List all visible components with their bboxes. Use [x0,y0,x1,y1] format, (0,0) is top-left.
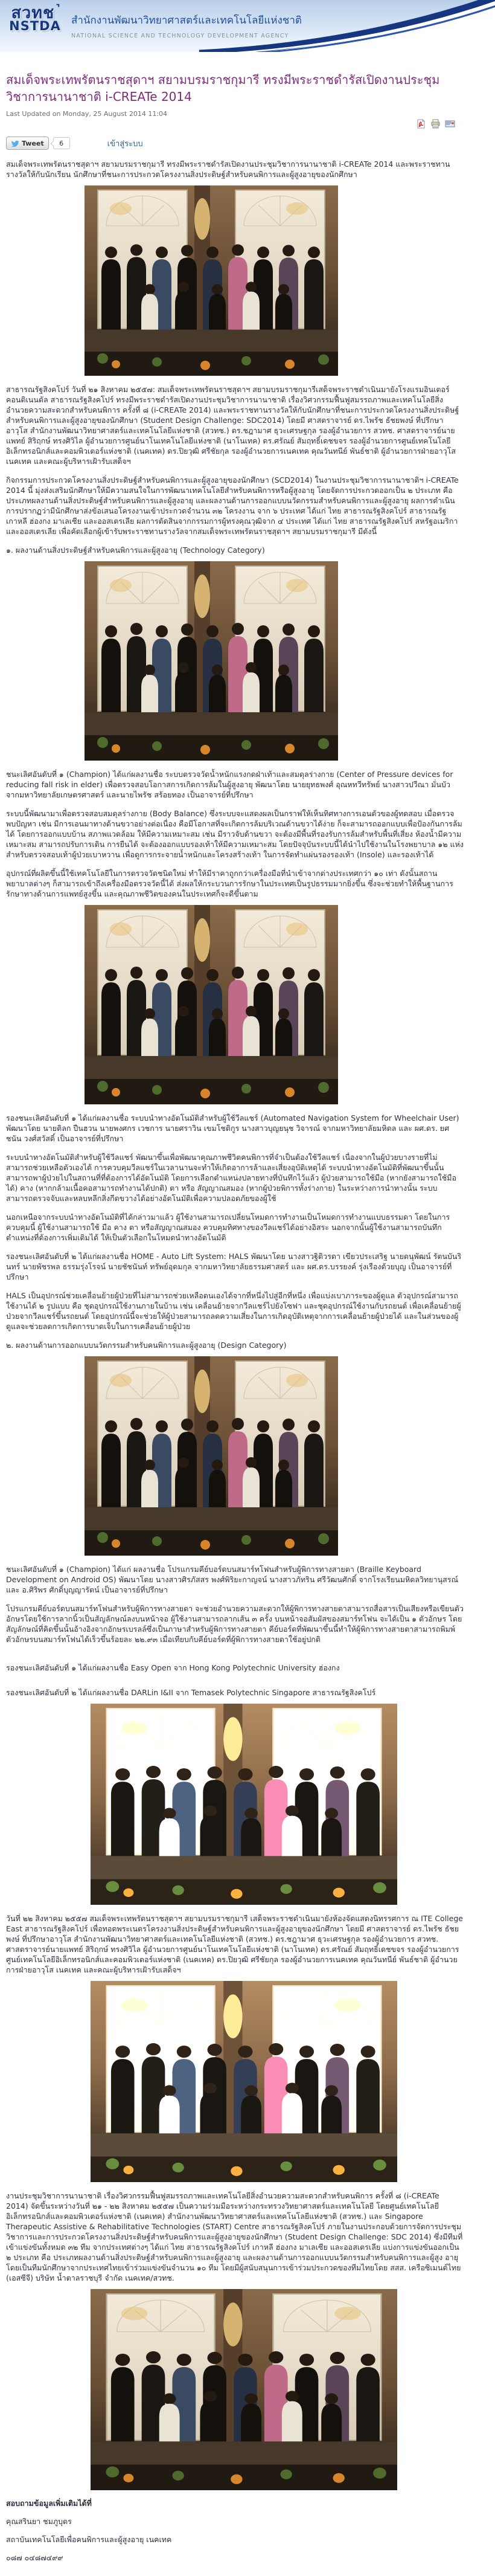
paragraph-event-summary: งานประชุมวิชาการนานาชาติ เรื่องวิศวกรรมฟื้นฟูสมรรถภาพและเทคโนโลยีสิ่งอำนวยความสะดวกสำหรับคนพิการ ครั้งที่ ๘ (i-CREATe 2014) จัดขึ้นระหว่างวันที่ ๒๑ - ๒๒ สิงหาคม ๒๕๕๗ เป็นความร่วมมือระหว่างกระทรวงวิทยาศาสตร์และเทคโนโลยี โดยศูนย์เทคโนโลยีอิเล็กทรอนิกส์และคอมพิวเตอร์แห่งชาติ (เนคเทค) สำนักงานพัฒนาวิทยาศาสตร์และเทคโนโลยีแห่งชาติ (สวทช.) และ Singapore Therapeutic Assistive & Rehabilitative Technologies (START) Centre สาธารณรัฐสิงคโปร์ ภายในงานประกอบด้วยการจัดการประชุมวิชาการและการประกวดโครงงานสิ่งประดิษฐ์สำหรับคนพิการและผู้สูงอายุของนักศึกษา (Student Design Challenge: SDC 2014) ซึ่งมีทีมที่เข้าแข่งขันทั้งหมด ๓๒ ทีม จากประเทศต่างๆ ได้แก่ ไทย สาธารณรัฐสิงคโปร์ เกาหลี ฮ่องกง มาเลเซีย และออสเตรเลีย แบ่งการแข่งขันออกเป็น ๒ ประเภท คือ ประเภทผลงานด้านสิ่งประดิษฐ์สำหรับคนพิการและผู้สูงอายุ และผลงานด้านการออกแบบนวัตกรรมสำหรับคนพิการและผู้สูง อายุ โดยเป็นทีมนักศึกษาจากประเทศไทยเข้าร่วมแข่งขันจำนวน ๑๐ ทีม โดยมีผู้สนับสนุนการเข้าร่วมประกวดของทีมไทยโดย สสส. เครือซิเมนต์ไทย (เอสซีจี) บริษัท น้ำตาลราชบุรี จำกัด เนคเทค/สวทช. [6,2191,463,2282]
tweet-button-label: Tweet [22,139,44,147]
paragraph-runner2-design: รองชนะเลิศอันดับที่ ๒ ได้แก่ผลงานชื่อ DARLin I&II จาก Temasek Polytechnic Singapore สาธารณรัฐสิงคโปร์ [6,1688,376,1697]
paragraph-champion-design: ชนะเลิศอันดับที่ ๑ (Champion) ได้แก่ ผลงานชื่อ โปรแกรมคีย์บอร์ดบนสมาร์ทโฟนสำหรับผู้พิการทางสายตา (Braille Keyboard Development on Android OS) พัฒนาโดย นางสาวศิรภัสสร พงศ์พิริยะกาญจน์ นางสาวภัทริน ศรีวัฒนศักดิ์ จากโรงเรียนมหิดลวิทยานุสรณ์ และ อ.ศิริพร ศักดิ์บุญญารัตน์ เป็นอาจารย์ที่ปรึกษา [6,1565,459,1594]
login-link[interactable]: เข้าสู่ระบบ [107,139,143,149]
nstda-logo[interactable] [6,2,64,33]
org-name-english: NATIONAL SCIENCE AND TECHNOLOGY DEVELOPMENT AGENCY [71,33,289,39]
paragraph-champion-tech: ชนะเลิศอันดับที่ ๑ (Champion) ได้แก่ผลงานชื่อ ระบบตรวจวัดน้ำหนักแรงกดฝ่าเท้าและสมดุลร่างกาย (Center of Pressure devices for reducing fall risk in elder) เพื่อตรวจสอบโอกาสการเกิดการล้มในผู้สูงอายุ พัฒนาโดย นายยุทธพงศ์ อุณหทวีทรัพย์ นางสาวปวีณา มั่นบัว จากมหาวิทยาลัยเกษตรศาสตร์ และนายไพรัช สร้อยทอง เป็นอาจารย์ที่ปรึกษา [6,770,453,799]
heading-design-category: ๒. ผลงานด้านการออกแบบนวัตกรรมสำหรับคนพิการและผู้สูงอายุ (Design Category) [6,1341,287,1350]
paragraph-braille-detail: โปรแกรมคีย์บอร์ดบนสมาร์ทโฟนสำหรับผู้พิการทางสายตา จะช่วยอำนวยความสะดวกให้ผู้พิการทางสายตาสามารถสื่อสารเป็นเสียงหรือเขียนตัวอักษรโดยใช้การลากนิ้วเป็นสัญลักษณ์ลงบนหน้าจอ ผู้ใช้งานสามารถลากเส้น ๓ ครั้ง บนหน้าจอสัมผัสของสมาร์ทโฟน จะได้เป็น ๑ ตัวอักษร โดยสัญลักษณ์ที่คิดขึ้นนั้นอ้างอิงจากอักษรเบรลล์ซึ่งเป็นภาษาสำหรับผู้พิการทางสายตา คีย์บอร์ดที่พัฒนาขึ้นนี้ทำให้ผู้พิการทางสายตาสามารถพิมพ์ตัวอักษรบนสมาร์ทโฟนได้เร็วขึ้นร้อยละ ๒๒.๙๓ เมื่อเทียบกับคีย์บอร์ดที่ผู้พิการทางสายตาใช้อยู่ปกติ [6,1604,464,1644]
tweet-button[interactable] [6,137,49,150]
org-name-block [71,12,302,39]
paragraph-runner1-tech: รองชนะเลิศอันดับที่ ๑ ได้แก่ผลงานชื่อ ระบบนำทางอัตโนมัติสำหรับผู้ใช้วีลแชร์ (Automated Navigation System for Wheelchair User) พัฒนาโดย นายดิลก ปืนฮวน นายพงศกร เวชการ นายศราวิน เขมโชติกูร นางสาวบุญยนุช วิจารณ์ จากมหาวิทยาลัยมหิดล และ ผศ.ดร. ยศชนัน วงศ์สวัสดิ์ เป็นอาจารย์ที่ปรึกษา [6,1113,459,1143]
org-name-thai: สำนักงานพัฒนาวิทยาศาสตร์และเทคโนโลยีแห่งชาติ [71,14,302,27]
contact-org: สถาบันเทคโนโลยีเพื่อคนพิการและผู้สูงอายุ เนคเทค [6,2535,172,2544]
twitter-bird-icon [11,140,19,147]
paragraph-wheelchair-modes: นอกเหนือจากระบบนำทางอัตโนมัติที่ได้กล่าวมาแล้ว ผู้ใช้งานสามารถเปลี่ยนโหมดการทำงานเป็นโหมดการทำงานแบบธรรมดา โดยในการควบคุมนี้ ผู้ใช้งานสามารถใช้ มือ คาง ตา หรือสัญญาณสมอง ควบคุมทิศทางของวีลแชร์ได้อย่างอิสระ นอกจากนั้นผู้ใช้งานสามารถบันทึกตำแหน่งที่ต้องการเพิ่มเติมได้ ให้เป็นตัวเลือกในโหมดนำทางอัตโนมัติ [6,1212,450,1242]
paragraph-activity: กิจกรรมการประกวดโครงงานสิ่งประดิษฐ์สำหรับคนพิการและผู้สูงอายุของนักศึกษา (SCD2014) ในงานประชุมวิชาการนานาชาติฯ i-CREATe 2014 นี้ มุ่งส่งเสริมนักศึกษาให้มีความสนใจในการพัฒนาเทคโนโลยีสำหรับคนพิการหรือผู้สูงอายุ โดยจัดการประกวดออกเป็น ๒ ประเภท คือ ประเภทผลงานด้านสิ่งประดิษฐ์สำหรับคนพิการและผู้สูงอายุ และผลงานด้านการออกแบบนวัตกรรมสำหรับคนพิการและผู้สูงอายุ ผลการดำเนินการปรากฏว่ามีนักศึกษาส่งข้อเสนอโครงงานเข้าประกวดจำนวน ๓๒ โครงงาน จาก ๖ ประเทศ ได้แก่ ไทย สาธารณรัฐสิงคโปร์ สาธารณรัฐเกาหลี ฮ่องกง มาเลเซีย และออสเตรเลีย ผลการตัดสินจากกรรมการผู้ทรงคุณวุฒิจาก ๔ ประเทศ ได้แก่ ไทย สาธารณรัฐสิงคโปร์ สหรัฐอเมริกา และออสเตรเลีย เพื่อคัดเลือกผู้เข้ารับพระราชทานรางวัลจากสมเด็จพระเทพรัตนราชสุดาฯ สยามบรมราชกุมารี มีดังนี้ [6,475,459,536]
paragraph-body-balance: ระบบนี้พัฒนามาเพื่อตรวจสอบสมดุลร่างกาย (Body Balance) ซึ่งระบบจะแสดงผลเป็นกราฟให้เห็นทิศทางการเอนตัวของผู้ทดสอบ เมื่อตรวจพบปัญหา เช่น มีการเอนมาทางด้านขวาอย่างต่อเนื่อง คือมีโอกาสที่จะเกิดการล้มบริเวณด้านขวาได้ง่าย ก็จะสามารถออกแบบเพื่อป้องกันการล้มได้ โดยการออกแบบบ้าน สภาพแวดล้อม ให้มีความเหมาะสม เช่น มีราวจับด้านขวา จะต้องมีพื้นที่รองรับการล้มสำหรับพื้นที่เสี่ยง ห้องน้ำมีความเหมาะสม สามารถปรับการเดิน การยืนได้ จะต้องออกแบบรองเท้าให้มีความเหมาะสม โดยปัจจุบันระบบนี้ได้นำไปใช้งานในโรงพยาบาล ๑๒ แห่ง สำหรับตรวจสอบเท้าผู้ป่วยเบาหวาน เพื่อดูการกระจายน้ำหนักและโครงสร้างเท้า ในการจัดทำแผ่นรองรองเท้า (Insole) และรองเท้าได้ [6,809,464,859]
nstda-header-banner [0,0,495,52]
article-photo-3 [85,905,338,1104]
article-content [0,71,495,2563]
article-photo-5 [91,1704,397,1905]
caption-singapore: สาธารณรัฐสิงคโปร์ วันที่ ๒๑ สิงหาคม ๒๕๕๗: สมเด็จพระเทพรัตนราชสุดาฯ สยามบรมราชกุมารีเสด็จพระราชดำเนินมายังโรงแรมอินเตอร์คอนติเนนตัล สาธารณรัฐสิงคโปร์ ทรงมีพระราชดำรัสเปิดงานประชุมวิชาการนานาชาติ เรื่องวิศวกรรมฟื้นฟูสมรรถภาพและเทคโนโลยีสิ่งอำนวยความสะดวกสำหรับคนพิการ ครั้งที่ ๘ (i-CREATe 2014) และพระราชทานรางวัลให้กับนักศึกษาที่ชนะการประกวดโครงงานสิ่งประดิษฐ์สำหรับคนพิการและผู้สูงอายุของนักศึกษา (Student Design Challenge: SDC2014) โดยมี ศาสตราจารย์ ดร.ไพรัช ธัชยพงษ์ ที่ปรึกษาอาวุโส สำนักงานพัฒนาวิทยาศาสตร์และเทคโนโลยีแห่งชาติ (สวทช.) ดร.ชฎามาศ ธุวะเศรษฐกุล รองผู้อำนวยการ สวทช. ศาสตราจารย์นายแพทย์ สิริฤกษ์ ทรงศิวิไล ผู้อำนวยการศูนย์นาโนเทคโนโลยีแห่งชาติ (นาโนเทค) ดร.ศรัณย์ สัมฤทธิ์เดชขจร รองผู้อำนวยการศูนย์เทคโนโลยีอิเล็กทรอนิกส์และคอมพิวเตอร์แห่งชาติ (เนคเทค) ดร.ปิยวุฒิ ศรีชัยกุล รองผู้อำนวยการเนคเทค คุณวันทนีย์ พันธ์ชาติ ผู้อำนวยการฝ่ายอาวุโส เนคเทค และคณะผู้บริหารเฝ้ารับเสด็จฯ [6,385,459,466]
article-photo-2 [85,561,338,761]
article-photo-4 [85,1356,338,1556]
last-updated: Last Updated on Monday, 25 August 2014 11:04 [6,110,168,118]
paragraph-wheelchair-detail: ระบบนำทางอัตโนมัติสำหรับผู้ใช้วีลแชร์ พัฒนาขึ้นเพื่อพัฒนาคุณภาพชีวิตคนพิการที่จำเป็นต้องใช้วีลแชร์ เนื่องจากในผู้ป่วยบางรายที่ไม่สามารถช่วยเหลือตัวเองได้ การควบคุมวีลแชร์ในเวลานานจะทำให้เกิดอาการล้าและเสี่ยงอุบัติเหตุได้ ระบบนำทางอัตโนมัติที่พัฒนาขึ้นนั้นสามารถพาผู้ป่วยไปในสถานที่ที่ต้องการได้อัตโนมัติ โดยการเลือกตำแหน่งปลายทางที่บันทึกไว้แล้ว ผู้ป่วยสามารถใช้มือ (หากยังสามารถใช้มือได้) คาง (หากกล้ามเนื้อคอสามารถทำงานได้ปกติ) ตา หรือ สัญญาณสมอง (หากผู้ป่วยพิการทั้งร่างกาย) ในระหว่างการนำทางนั้น ระบบสามารถตรวจจับและหลบหลีกสิ่งกีดขวางได้อย่างอัตโนมัติเพื่อความปลอดภัยของผู้ใช้ [6,1153,456,1203]
paragraph-hals-detail: HALS เป็นอุปกรณ์ช่วยเคลื่อนย้ายผู้ป่วยที่ไม่สามารถช่วยเหลือตนเองได้จากที่หนึ่งไปสู่อีกที่หนึ่ง เพื่อแบ่งเบาภาระของผู้ดูแล ตัวอุปกรณ์สามารถใช้งานได้ ๒ รูปแบบ คือ ชุดอุปกรณ์ใช้งานภายในบ้าน เช่น เคลื่อนย้ายจากวีลแชร์ไปยังโซฟา และชุดอุปกรณ์ใช้งานกับรถยนต์ เพื่อเคลื่อนย้ายผู้ป่วยจากวีลแชร์ขึ้นรถยนต์ โดยอุปกรณ์นี้จะช่วยให้ผู้ป่วยสามารถลดความเสี่ยงในการเกิดอุบัติเหตุจากการเคลื่อนย้ายผู้ป่วยได้ และในส่วนของผู้ดูแลจะช่วยลดการเกิดการบาดเจ็บในการเคลื่อนย้ายผู้ป่วย [6,1291,461,1331]
paragraph-device-cost: อุปกรณ์ที่ผลิตขึ้นนี้ใช้เทคโนโลยีในการตรวจวัดชนิดใหม่ ทำให้มีราคาถูกกว่าเครื่องมือที่นำเข้าจากต่างประเทศกว่า ๑๐ เท่า ดังนั้นสถานพยาบาลต่างๆ ก็สามารถเข้าถึงเครื่องมือตรวจวัดนี้ได้ ส่งผลให้กระบวนการรักษาในประเทศเป็นรูปธรรมมากยิ่งขึ้น ซึ่งจะช่วยทำให้พื้นฐานการรักษาทางด้านการแพทย์สูงขึ้น และคุณภาพชีวิตของคนในประเทศก็จะดีขึ้นตาม [6,869,453,898]
article-toolbar [6,119,455,130]
print-icon[interactable] [430,119,441,129]
article-photo-7 [91,2289,397,2490]
contact-phone: ๐๘๗ ๐๔๘๗๔๙๙ [6,2553,63,2562]
nstda-logo-thai: สวทช [11,4,55,22]
contact-heading: สอบถามข้อมูลเพิ่มเติมได้ที่ [6,2499,92,2508]
paragraph-runner1-design: รองชนะเลิศอันดับที่ ๑ ได้แก่ผลงานชื่อ Easy Open จาก Hong Kong Polytechnic University ฮ่องกง [6,1663,340,1672]
article-photo-6 [91,1981,397,2182]
pdf-icon[interactable] [416,119,426,129]
contact-name: คุณสรินยา ชมภูบุตร [6,2517,72,2526]
share-row [6,136,464,150]
article-intro: สมเด็จพระเทพรัตนราชสุดาฯ สยามบรมราชกุมารี ทรงมีพระราชดำรัสเปิดงานประชุมวิชาการนานาชาติ i-CREATe 2014 และพระราชทานรางวัลให้กับนักเรียน นักศึกษาที่ชนะการประกวดโครงงานสิ่งประดิษฐ์สำหรับคนพิการและผู้สูงอายุของนักศึกษา [6,159,450,179]
heading-technology-category: ๑. ผลงานด้านสิ่งประดิษฐ์สำหรับคนพิการและผู้สูงอายุ (Technology Category) [6,546,265,555]
article-photo-1 [85,185,338,376]
paragraph-runner2-tech: รองชนะเลิศอันดับที่ ๒ ได้แก่ผลงานชื่อ HOME - Auto Lift System: HALS พัฒนาโดย นางสาวฐิติวรดา เขียวประเสริฐ นายดนุพัฒน์ รัตนบันรินทร์ นายพัชรพล ธรรมรุ่งโรจน์ นายชัชนันท์ ทรัพย์อุดมกุล จากมหาวิทยาลัยธรรมศาสตร์ และ ผศ.ดร.บรรยงค์ รุ่งเรืองด้วยบุญ เป็นอาจารย์ที่ปรึกษา [6,1252,462,1281]
nstda-logo-arrow-icon: ⌝ [56,2,60,13]
tweet-count-badge[interactable]: 6 [53,137,70,149]
caption-ite-college: วันที่ ๒๒ สิงหาคม ๒๕๕๗ สมเด็จพระเทพรัตนราชสุดาฯ สยามบรมราชกุมารี เสด็จพระราชดำเนินมายังห้องจัดแสดงนิทรรศการ ณ ITE College East สาธารณรัฐสิงคโปร์ เพื่อทอดพระเนตรโครงงานสิ่งประดิษฐ์สำหรับคนพิการและผู้สูงอายุของนักศึกษา โดยมี ศาสตราจารย์ ดร.ไพรัช ธัชยพงษ์ ที่ปรึกษาอาวุโส สำนักงานพัฒนาวิทยาศาสตร์และเทคโนโลยีแห่งชาติ (สวทช.) ดร.ชฎามาศ ธุวะเศรษฐกุล รองผู้อำนวยการ สวทช. ศาสตราจารย์นายแพทย์ สิริฤกษ์ ทรงศิวิไล ผู้อำนวยการศูนย์นาโนเทคโนโลยีแห่งชาติ (นาโนเทค) ดร.ศรัณย์ สัมฤทธิ์เดชขจร รองผู้อำนวยการศูนย์เทคโนโลยีอิเล็กทรอนิกส์และคอมพิวเตอร์แห่งชาติ (เนคเทค) ดร.ปิยวุฒิ ศรีชัยกุล รองผู้อำนวยการเนคเทค คุณวันทนีย์ พันธ์ชาติ ผู้อำนวยการฝ่ายอาวุโส เนคเทค และคณะผู้บริหารเฝ้ารับเสด็จฯ [6,1914,463,1974]
page-title: สมเด็จพระเทพรัตนราชสุดาฯ สยามบรมราชกุมารี ทรงมีพระราชดำรัสเปิดงานประชุมวิชาการนานาชาติ i-CREATe 2014 [6,72,440,104]
email-icon[interactable] [445,119,455,129]
nstda-logo-en: NSTDA [9,19,61,33]
